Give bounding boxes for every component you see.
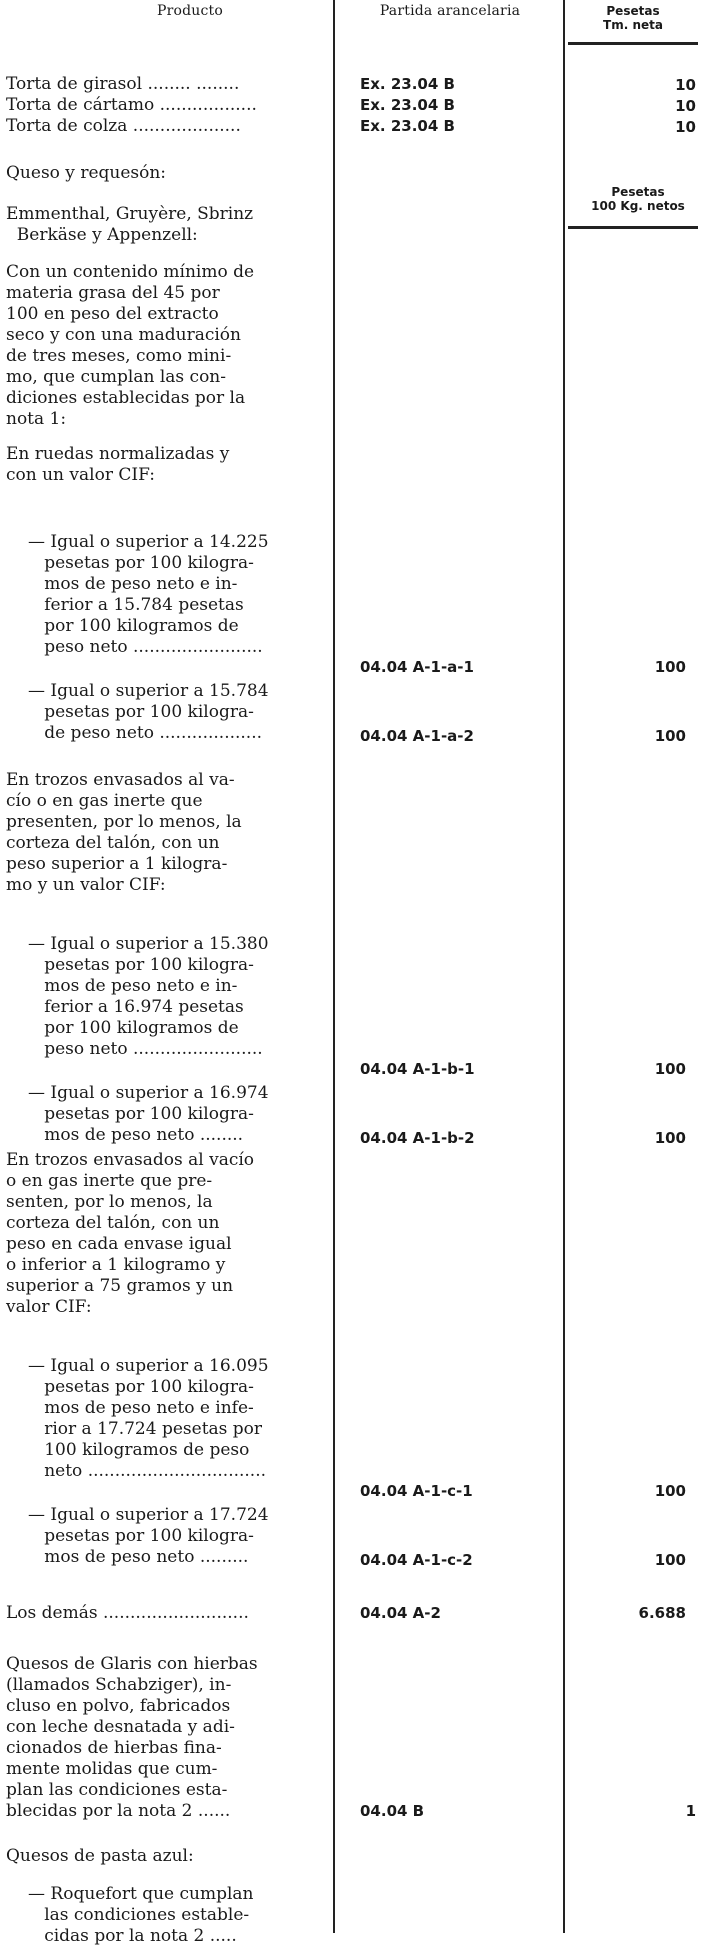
- item-a1a1-code: 04.04 A-1-a-1: [360, 658, 474, 676]
- item-a1b1-text: — Igual o superior a 15.380 pesetas por 100 kilogra- mos de peso neto e in- ferior a 16.974 pesetas por 100 kilogramos de peso neto ........................: [28, 934, 269, 1059]
- header-underline-kg: [568, 226, 698, 229]
- item-b-value: 1: [685, 1802, 696, 1820]
- section-glaris: Quesos de Glaris con hierbas (llamados Schabziger), in- cluso en polvo, fabricados con leche desnatada y adi- cionados de hierbas fina- mente molidas que cum- plan las condiciones esta- blecidas por la nota 2 ......: [6, 1654, 258, 1821]
- section-emmenthal: Emmenthal, Gruyère, Sbrinz Berkäse y Appenzell:: [6, 204, 254, 245]
- row-torta-girasol: Torta de girasol ........ ........: [6, 74, 240, 94]
- item-b-code: 04.04 B: [360, 1802, 425, 1820]
- item-a2-value: 6.688: [638, 1604, 686, 1622]
- item-a1c1-value: 100: [654, 1482, 686, 1500]
- header-partida-arancelaria: Partida arancelaria: [379, 3, 521, 19]
- section-contenido-minimo: Con un contenido mínimo de materia grasa del 45 por 100 en peso del extracto seco y con una maduración de tres meses, como mini- mo, que cumplan las con- diciones establecidas por la nota 1:: [6, 262, 255, 429]
- section-pasta-azul: Quesos de pasta azul:: [6, 1846, 194, 1866]
- header-underline-tm: [568, 42, 698, 45]
- item-a1b2-text: — Igual o superior a 16.974 pesetas por 100 kilogra- mos de peso neto ........: [28, 1083, 269, 1145]
- item-a1b2-value: 100: [654, 1129, 686, 1147]
- row-torta-colza: Torta de colza ....................: [6, 116, 241, 136]
- item-a2-code: 04.04 A-2: [360, 1604, 441, 1622]
- item-a1b2-code: 04.04 A-1-b-2: [360, 1129, 475, 1147]
- item-c1-text: — Roquefort que cumplan las condiciones estable- cidas por la nota 2 .....: [28, 1884, 254, 1946]
- value-torta-colza: 10: [675, 118, 696, 136]
- header-pesetas-tm: Pesetas Tm. neta: [603, 4, 663, 32]
- code-torta-colza: Ex. 23.04 B: [360, 117, 455, 135]
- item-a1a1-text: — Igual o superior a 14.225 pesetas por 100 kilogra- mos de peso neto e in- ferior a 15.784 pesetas por 100 kilogramos de peso neto ........................: [28, 532, 269, 657]
- item-a1c1-text: — Igual o superior a 16.095 pesetas por 100 kilogra- mos de peso neto e infe- rior a 17.724 pesetas por 100 kilogramos de peso neto .................................: [28, 1356, 269, 1481]
- column-divider-left: [333, 0, 335, 1933]
- header-producto: Producto: [156, 3, 223, 19]
- item-a1c2-code: 04.04 A-1-c-2: [360, 1551, 473, 1569]
- code-torta-girasol: Ex. 23.04 B: [360, 75, 455, 93]
- value-torta-girasol: 10: [675, 76, 696, 94]
- section-en-ruedas: En ruedas normalizadas y con un valor CIF:: [6, 444, 230, 485]
- header-pesetas-kg: Pesetas 100 Kg. netos: [591, 185, 685, 213]
- item-a1b1-code: 04.04 A-1-b-1: [360, 1060, 475, 1078]
- item-a1b1-value: 100: [654, 1060, 686, 1078]
- item-a1a2-value: 100: [654, 727, 686, 745]
- item-a1c2-value: 100: [654, 1551, 686, 1569]
- item-a1c2-text: — Igual o superior a 17.724 pesetas por 100 kilogra- mos de peso neto .........: [28, 1505, 269, 1567]
- item-a1a2-code: 04.04 A-1-a-2: [360, 727, 474, 745]
- item-a1a1-value: 100: [654, 658, 686, 676]
- column-divider-right: [563, 0, 565, 1933]
- code-torta-cartamo: Ex. 23.04 B: [360, 96, 455, 114]
- section-trozos-75g: En trozos envasados al vacío o en gas inerte que pre- senten, por lo menos, la corteza del talón, con un peso en cada envase igual o inferior a 1 kilogramo y superior a 75 gramos y un valor CIF:: [6, 1150, 255, 1317]
- row-torta-cartamo: Torta de cártamo ..................: [6, 95, 257, 115]
- item-a1c1-code: 04.04 A-1-c-1: [360, 1482, 473, 1500]
- value-torta-cartamo: 10: [675, 97, 696, 115]
- section-los-demas: Los demás ...........................: [6, 1603, 249, 1623]
- section-queso-requeson: Queso y requesón:: [6, 163, 167, 183]
- item-a1a2-text: — Igual o superior a 15.784 pesetas por 100 kilogra- de peso neto ...................: [28, 681, 269, 743]
- section-trozos-1kg: En trozos envasados al va- cío o en gas inerte que presenten, por lo menos, la corteza del talón, con un peso superior a 1 kilogra- mo y un valor CIF:: [6, 770, 242, 895]
